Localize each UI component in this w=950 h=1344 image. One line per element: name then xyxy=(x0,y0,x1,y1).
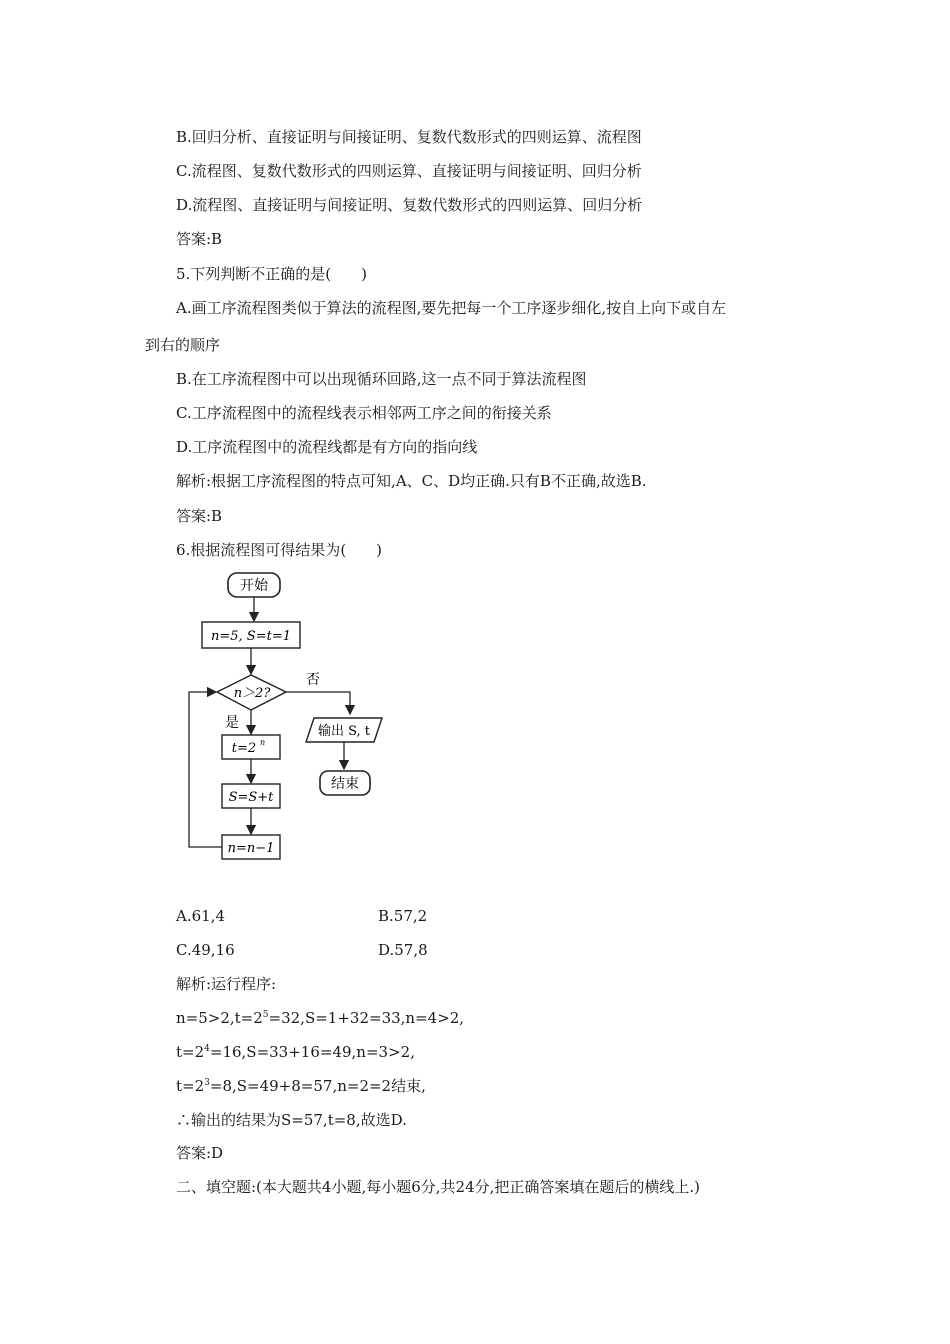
q6-stem: 6.根据流程图可得结果为( ) xyxy=(176,541,383,559)
q6-step3: $t=2^3=8,S=49+8=57,n=2=2$结束, xyxy=(176,1077,426,1095)
decrement-label: n=n−1 xyxy=(227,841,275,856)
q6-step1: $n=5>2,t=2^5=32,S=1+32=33,n=4>2$, xyxy=(176,1009,465,1027)
q6-step2: $t=2^4=16,S=33+16=49,n=3>2$, xyxy=(176,1043,415,1061)
q5-option-d: D.工序流程图中的流程线都是有方向的指向线 xyxy=(176,438,478,456)
init-label: n=5, S=t=1 xyxy=(211,629,291,644)
end-label: 结束 xyxy=(331,776,359,792)
q4-option-c: C.流程图、复数代数形式的四则运算、直接证明与间接证明、回归分析 xyxy=(176,162,642,180)
q6-analysis-title: 解析:运行程序: xyxy=(176,975,277,993)
yes-label: 是 xyxy=(225,715,239,731)
q5-option-a-line1: A.画工序流程图类似于算法的流程图,要先把每一个工序逐步细化,按自上向下或自左 xyxy=(176,299,727,317)
start-label: 开始 xyxy=(240,578,268,594)
q5-option-c: C.工序流程图中的流程线表示相邻两工序之间的衔接关系 xyxy=(176,404,552,422)
q6-option-b: B.57,2 xyxy=(378,907,428,925)
assign-t-exponent: n xyxy=(260,738,266,747)
q6-flowchart xyxy=(180,568,400,868)
loop-back-arrow xyxy=(189,692,222,847)
q4-answer: 答案:B xyxy=(176,230,223,248)
q6-option-d: D.57,8 xyxy=(378,941,428,959)
q5-analysis: 解析:根据工序流程图的特点可知,A、C、D均正确.只有B不正确,故选B. xyxy=(176,472,647,490)
q4-option-b: B.回归分析、直接证明与间接证明、复数代数形式的四则运算、流程图 xyxy=(176,128,642,146)
no-label: 否 xyxy=(306,672,320,688)
q5-option-a-line2: 到右的顺序 xyxy=(145,336,221,354)
q4-option-d: D.流程图、直接证明与间接证明、复数代数形式的四则运算、回归分析 xyxy=(176,196,643,214)
q5-stem: 5.下列判断不正确的是( ) xyxy=(176,265,368,283)
output-label: 输出 S, t xyxy=(317,724,371,739)
q6-option-a: A.61,4 xyxy=(176,907,225,925)
q5-answer: 答案:B xyxy=(176,507,223,525)
q6-option-c: C.49,16 xyxy=(176,941,235,959)
assign-s-label: S=S+t xyxy=(228,790,274,805)
assign-t-label: t=2 xyxy=(231,741,257,756)
q5-option-b: B.在工序流程图中可以出现循环回路,这一点不同于算法流程图 xyxy=(176,370,587,388)
q6-conclusion: ∴输出的结果为S=57,t=8,故选D. xyxy=(176,1111,407,1129)
q6-answer: 答案:D xyxy=(176,1144,224,1162)
section2-heading: 二、填空题:(本大题共4小题,每小题6分,共24分,把正确答案填在题后的横线上.) xyxy=(176,1178,701,1196)
condition-label: n＞2? xyxy=(233,686,271,701)
